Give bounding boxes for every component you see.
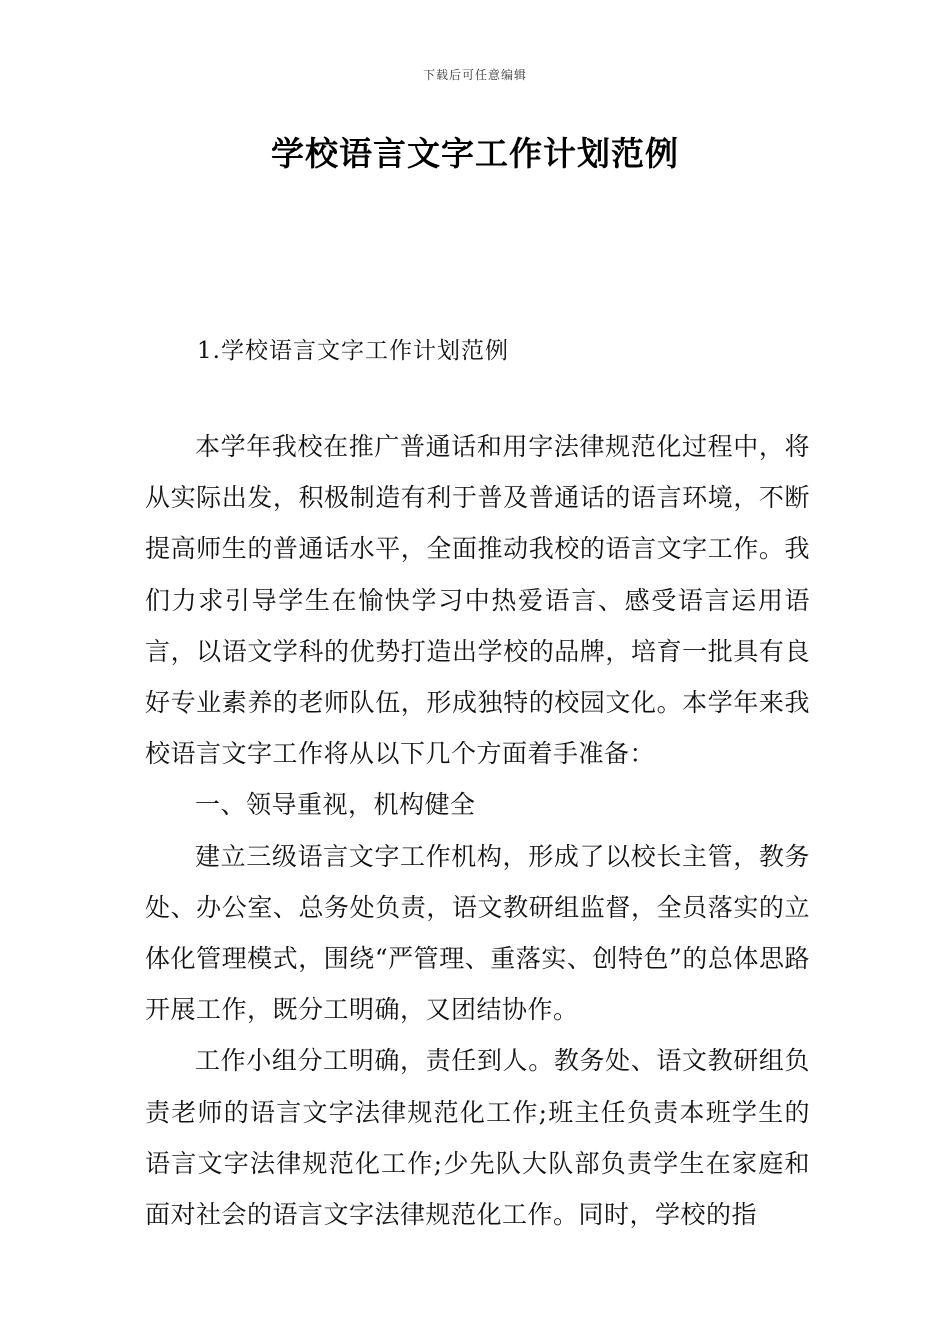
- paragraph-responsibility: 工作小组分工明确，责任到人。教务处、语文教研组负责老师的语言文字法律规范化工作;班主任负责本班学生的语言文字法律规范化工作;少先队大队部负责学生在家庭和面对社会的语言文字法律规范化工作。同时，学校的指: [145, 1046, 810, 1230]
- section-heading: 1.学校语言文字工作计划范例: [197, 338, 509, 364]
- document-body: [145, 421, 810, 1240]
- paragraph-organization: 建立三级语言文字工作机构，形成了以校长主管，教务处、办公室、总务处负责，语文教研组监督，全员落实的立体化管理模式，围绕“严管理、重落实、创特色”的总体思路开展工作，既分工明确，又团结协作。: [145, 841, 810, 1025]
- paragraph-subheading: 一、领导重视，机构健全: [195, 790, 476, 820]
- header-note: 下载后可任意编辑: [422, 68, 527, 82]
- document-title: 学校语言文字工作计划范例: [271, 134, 679, 173]
- paragraph-intro: 本学年我校在推广普通话和用字法律规范化过程中，将从实际出发，积极制造有利于普及普通话的语言环境，不断提高师生的普通话水平，全面推动我校的语言文字工作。我们力求引导学生在愉快学习中热爱语言、感受语言运用语言，以语文学科的优势打造出学校的品牌，培育一批具有良好专业素养的老师队伍，形成独特的校园文化。本学年来我校语言文字工作将从以下几个方面着手准备：: [145, 432, 810, 769]
